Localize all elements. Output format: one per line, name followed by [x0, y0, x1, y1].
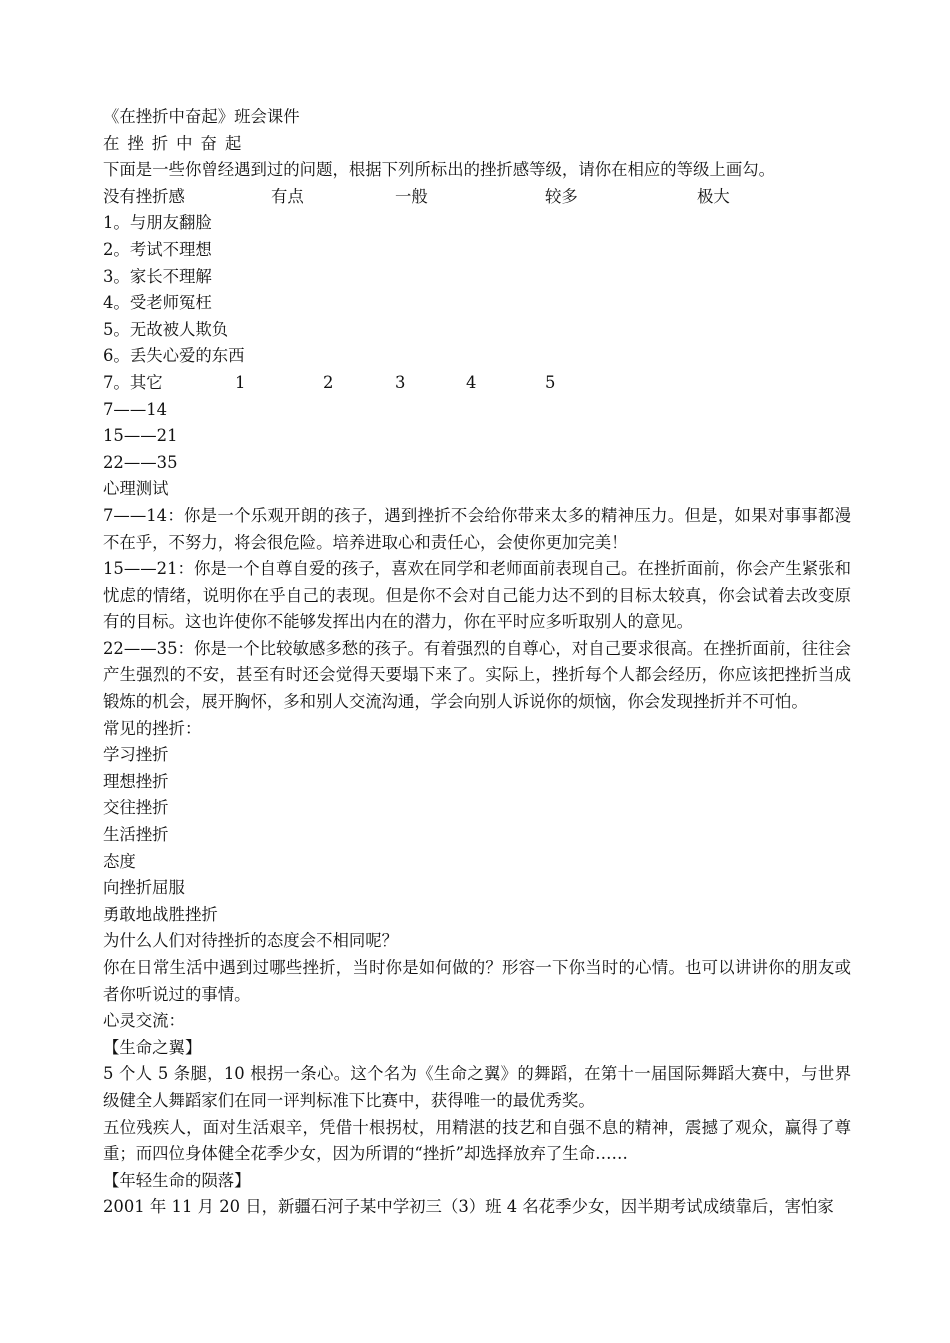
result-paragraph: 7——14：你是一个乐观开朗的孩子，遇到挫折不会给你带来太多的精神压力。但是，如果对事事都漫不在乎，不努力，将会很危险。培养进取心和责任心，会使你更加完美！: [103, 505, 851, 552]
score-5: 5: [545, 372, 556, 392]
list-item: 态度: [103, 851, 136, 871]
document-page: [103, 104, 851, 1221]
common-title: 常见的挫折：: [103, 718, 202, 738]
range-item: 22——35: [103, 452, 178, 472]
score-3: 3: [395, 372, 406, 392]
list-item: 生活挫折: [103, 825, 169, 845]
section-title: 【生命之翼】: [103, 1037, 202, 1057]
scale-level-medium: 一般: [395, 186, 428, 206]
other-item-label: 7。其它: [103, 372, 163, 392]
section-paragraph: 2001 年 11 月 20 日，新疆石河子某中学初三（3）班 4 名花季少女，因半期考试成绩靠后，害怕家: [103, 1197, 834, 1217]
question-1: 为什么人们对待挫折的态度会不相同呢？: [103, 931, 399, 951]
score-4: 4: [466, 372, 477, 392]
scale-level-more: 较多: [545, 186, 578, 206]
list-item: 3。家长不理解: [103, 266, 212, 286]
result-paragraph: 15——21：你是一个自尊自爱的孩子，喜欢在同学和老师面前表现自己。在挫折面前，你会产生紧张和忧虑的情绪，说明你在乎自己的表现。但是你不会对自己能力达不到的目标太较真，你会试着去改变原有的目标。这也许使你不能够发挥出内在的潜力，你在平时应多听取别人的意见。: [103, 559, 851, 632]
intro-text: 下面是一些你曾经遇到过的问题，根据下列所标出的挫折感等级，请你在相应的等级上画勾。: [103, 160, 776, 180]
list-item: 2。考试不理想: [103, 239, 212, 259]
range-item: 7——14: [103, 399, 168, 419]
other-item-row: [103, 370, 851, 397]
doc-heading: 在挫折中奋起: [103, 133, 250, 153]
scale-level-none: 没有挫折感: [103, 186, 185, 206]
scale-level-extreme: 极大: [697, 186, 730, 206]
list-item: 理想挫折: [103, 771, 169, 791]
score-2: 2: [323, 372, 334, 392]
list-item: 4。受老师冤枉: [103, 293, 212, 313]
doc-title: 《在挫折中奋起》班会课件: [103, 107, 300, 126]
exchange-title: 心灵交流：: [103, 1011, 185, 1031]
test-title: 心理测试: [103, 479, 169, 499]
list-item: 交往挫折: [103, 798, 169, 818]
list-item: 学习挫折: [103, 745, 169, 765]
result-paragraph: 22——35：你是一个比较敏感多愁的孩子。有着强烈的自尊心，对自己要求很高。在挫折面前，往往会产生强烈的不安，甚至有时还会觉得天要塌下来了。实际上，挫折每个人都会经历，你应该把挫折当成锻炼的机会，展开胸怀，多和别人交流沟通，学会向别人诉说你的烦恼，你会发现挫折并不可怕。: [103, 638, 851, 712]
list-item: 勇敢地战胜挫折: [103, 904, 218, 924]
section-title: 【年轻生命的陨落】: [103, 1170, 251, 1190]
list-item: 5。无故被人欺负: [103, 319, 229, 339]
question-2: 你在日常生活中遇到过哪些挫折，当时你是如何做的？形容一下你当时的心情。也可以讲讲你的朋友或者你听说过的事情。: [103, 958, 851, 1004]
scale-level-slight: 有点: [271, 186, 304, 206]
range-item: 15——21: [103, 426, 178, 446]
section-paragraph: 5 个人 5 条腿，10 根拐一条心。这个名为《生命之翼》的舞蹈，在第十一届国际舞蹈大赛中，与世界级健全人舞蹈家们在同一评判标准下比赛中，获得唯一的最优秀奖。: [103, 1064, 851, 1110]
list-item: 向挫折屈服: [103, 878, 185, 898]
scale-row: [103, 184, 851, 211]
list-item: 1。与朋友翻脸: [103, 213, 212, 233]
score-1: 1: [235, 372, 246, 392]
list-item: 6。丢失心爱的东西: [103, 346, 245, 366]
section-paragraph: 五位残疾人，面对生活艰辛，凭借十根拐杖，用精湛的技艺和自强不息的精神，震撼了观众，赢得了尊重；而四位身体健全花季少女，因为所谓的“挫折”却选择放弃了生命……: [103, 1117, 851, 1164]
